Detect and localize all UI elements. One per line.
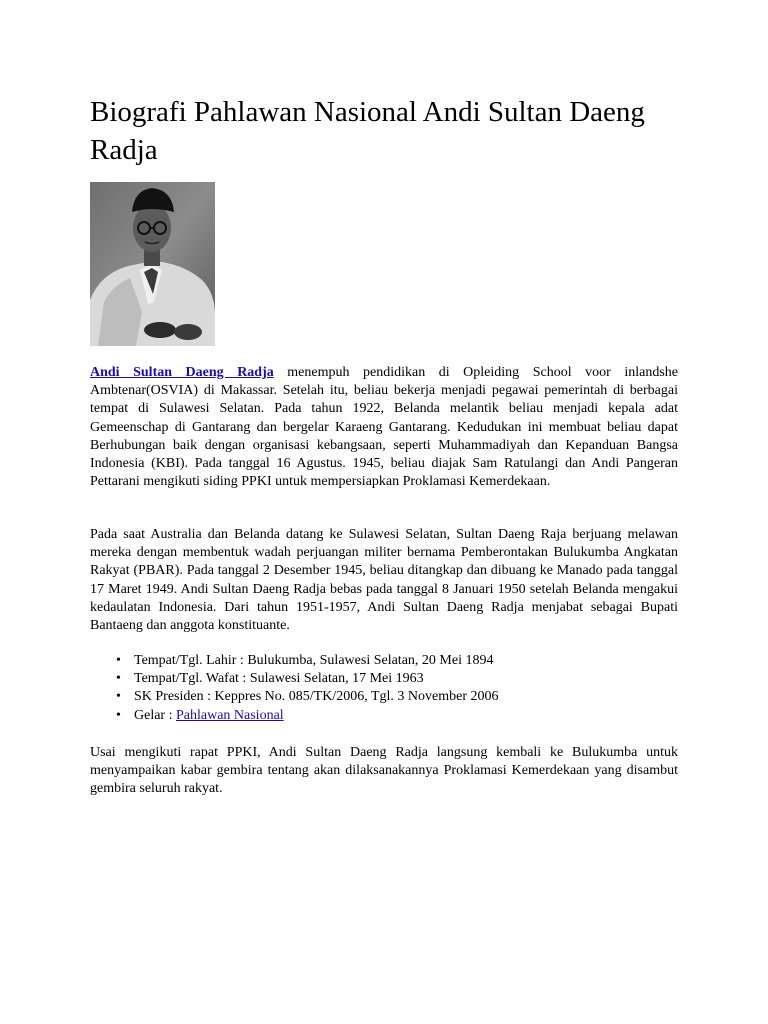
fact-decree: SK Presiden : Keppres No. 085/TK/2006, Tgl. 3 November 2006 [134,689,499,705]
bullet-icon: • [116,653,121,668]
fact-birth: Tempat/Tgl. Lahir : Bulukumba, Sulawesi Selatan, 20 Mei 1894 [134,653,494,668]
bullet-icon: • [116,689,121,705]
bullet-icon: • [116,671,121,687]
paragraph-struggle: Pada saat Australia dan Belanda datang ke Sulawesi Selatan, Sultan Daeng Raja berjuang melawan mereka dengan membentuk wadah perjuangan militer bernama Pemberontakan Bulukumba Angkatan Rakyat (PBAR). Pada tanggal 2 Desember 1945, beliau ditangkap dan dibuang ke Manado pada tanggal 17 Maret 1949. Andi Sultan Daeng Radja bebas pada tanggal 8 Januari 1950 setelah Belanda mengakui kedaulatan Indonesia. Dari tahun 1951-1957, Andi Sultan Daeng Radja menjabat sebagai Bupati Bantaeng dan anggota konstituante. [90,527,678,634]
paragraph-closing: Usai mengikuti rapat PPKI, Andi Sultan Daeng Radja langsung kembali ke Bulukumba untuk menyampaikan kabar gembira tentang akan dilaksanakannya Proklamasi Kemerdekaan yang disambut gembira seluruh rakyat. [90,745,678,797]
facts-list [90,652,498,725]
list-item [90,670,498,688]
fact-title-label: Gelar : [134,707,176,723]
national-hero-link[interactable]: Pahlawan Nasional [175,707,284,723]
person-link[interactable]: Andi Sultan Daeng Radja [90,365,274,380]
paragraph-intro [90,364,678,491]
portrait-photo [90,182,215,346]
fact-death: Tempat/Tgl. Wafat : Sulawesi Selatan, 17 Mei 1963 [134,671,424,687]
list-item [90,688,498,706]
portrait-image [90,182,215,346]
list-item [90,652,498,670]
paragraph-intro-text: menempuh pendidikan di Opleiding School voor inlandshe Ambtenar(OSVIA) di Makassar. Setelah itu, beliau bekerja menjadi pegawai pemerintah di berbagai tempat di Sulawesi Selatan. Pada tahun 1922, Belanda melantik beliau menjadi kepala adat Gemeenschap di Gantarang dan bergelar Karaeng Gantarang. Kedudukan ini membuat beliau dapat Berhubungan baik dengan organisasi kebangsaan, seperti Muhammadiyah dan Kepanduan Bangsa Indonesia (KBI). Pada tanggal 16 Agustus. 1945, beliau diajak Sam Ratulangi dan Andi Pangeran Pettarani mengikuti siding PPKI untuk mempersiapkan Proklamasi Kemerdekaan. [90,365,678,490]
list-item [90,707,498,725]
page-title: Biografi Pahlawan Nasional Andi Sultan Daeng Radja [90,96,645,166]
bullet-icon: • [116,707,121,723]
